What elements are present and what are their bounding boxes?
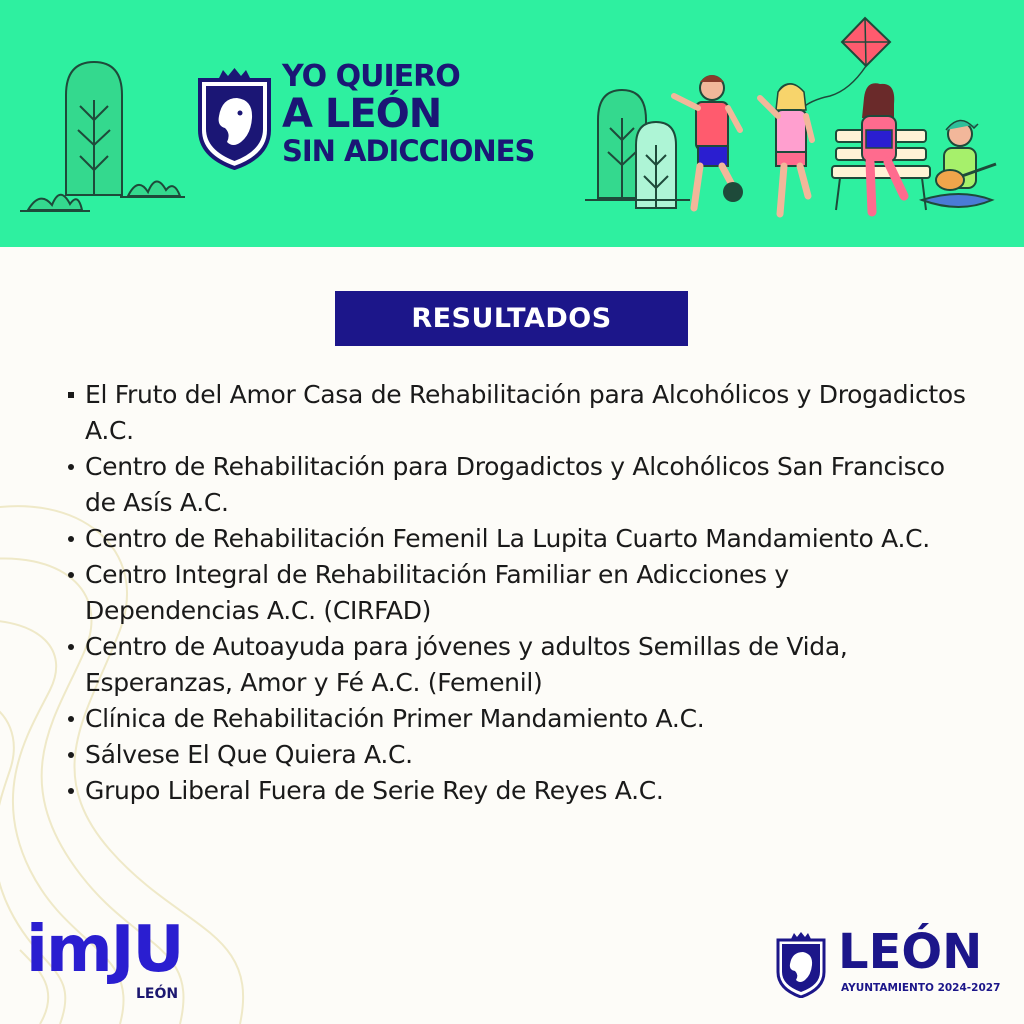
list-item: Centro de Autoayuda para jóvenes y adultos Semillas de Vida, Esperanzas, Amor y Fé A.C. (Femenil): [66, 629, 966, 701]
list-item: Grupo Liberal Fuera de Serie Rey de Reyes A.C.: [66, 773, 966, 809]
list-item: Centro de Rehabilitación para Drogadictos y Alcohólicos San Francisco de Asís A.C.: [66, 449, 966, 521]
list-item: Centro de Rehabilitación Femenil La Lupita Cuarto Mandamiento A.C.: [66, 521, 966, 557]
banner-title-line-1: YO QUIERO: [282, 59, 460, 94]
lion-crest-icon: [197, 68, 272, 170]
imju-logo-sub: LEÓN: [136, 986, 179, 1002]
leon-logo-word: LEÓN: [838, 924, 983, 980]
guitar-boy-figure: [922, 120, 992, 207]
tree-icon: [66, 62, 122, 195]
list-item: El Fruto del Amor Casa de Rehabilitación para Alcohólicos y Drogadictos A.C.: [66, 377, 966, 449]
results-list: [66, 377, 966, 809]
list-item: Centro Integral de Rehabilitación Familiar en Adicciones y Dependencias A.C. (CIRFAD): [66, 557, 966, 629]
banner-title-line-2: A LEÓN: [282, 91, 442, 137]
ball-icon: [723, 182, 743, 202]
header-banner: [0, 0, 1024, 247]
tree-icon: [598, 90, 676, 208]
imju-logo: [26, 913, 183, 1002]
banner-title-line-3: SIN ADICCIONES: [282, 134, 535, 168]
leon-logo-sub: AYUNTAMIENTO 2024-2027: [841, 982, 1001, 994]
list-item: Clínica de Rehabilitación Primer Mandamiento A.C.: [66, 701, 966, 737]
list-item: Sálvese El Que Quiera A.C.: [66, 737, 966, 773]
girl-figure: [760, 84, 812, 214]
lion-crest-icon: [776, 932, 826, 998]
banner-title: [282, 59, 535, 168]
imju-logo-word: imJU: [26, 913, 183, 987]
section-title: RESULTADOS: [335, 291, 688, 346]
